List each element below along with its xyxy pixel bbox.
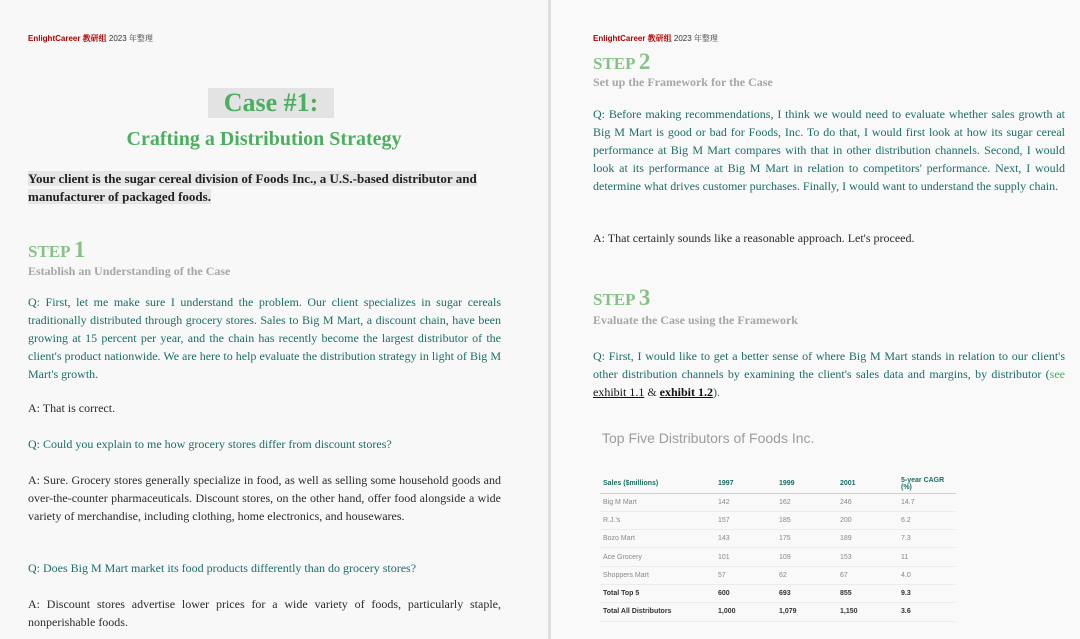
step-3-subtitle: Evaluate the Case using the Framework bbox=[593, 313, 798, 327]
cell-cagr: 4.0 bbox=[898, 566, 956, 584]
table-row bbox=[600, 511, 956, 529]
cell-1999: 185 bbox=[776, 511, 837, 529]
cell-cagr: 3.6 bbox=[898, 603, 956, 621]
table-row bbox=[600, 493, 956, 511]
step-1-heading bbox=[28, 237, 86, 262]
answer-1: A: That is correct. bbox=[28, 401, 116, 415]
cell-1997: 600 bbox=[715, 584, 776, 602]
cell-distributor: Shoppers Mart bbox=[600, 566, 715, 584]
cell-2001: 153 bbox=[837, 548, 898, 566]
cell-1999: 109 bbox=[776, 548, 837, 566]
cell-2001: 200 bbox=[837, 511, 898, 529]
col-header-1997: 1997 bbox=[715, 475, 776, 493]
cell-1997: 157 bbox=[715, 511, 776, 529]
cell-1999: 693 bbox=[776, 584, 837, 602]
cell-1997: 143 bbox=[715, 530, 776, 548]
step-1-number: 1 bbox=[73, 237, 86, 262]
cell-cagr: 6.2 bbox=[898, 511, 956, 529]
step-3-heading bbox=[593, 285, 651, 310]
header-year: 2023 年整理 bbox=[106, 34, 153, 43]
col-header-1999: 1999 bbox=[776, 475, 837, 493]
case-title: Case #1: bbox=[208, 88, 334, 118]
cell-distributor: Total Top 5 bbox=[600, 584, 715, 602]
answer-3: A: Discount stores advertise lower prices for a wide variety of foods, particularly staple, nonperishable foods. bbox=[28, 597, 501, 629]
exhibit-1-2-link[interactable]: exhibit 1.2 bbox=[659, 385, 714, 399]
case-intro bbox=[28, 170, 501, 206]
cell-distributor: R.J.'s bbox=[600, 511, 715, 529]
case-intro-text: Your client is the sugar cereal division of Foods Inc., a U.S.-based distributor and manufacturer of packaged foods. bbox=[28, 171, 477, 204]
col-header-cagr: 5-year CAGR (%) bbox=[898, 475, 956, 493]
page-header-right bbox=[593, 33, 718, 44]
table-header-row bbox=[600, 475, 956, 493]
page-header bbox=[28, 33, 153, 44]
step-2-word: STEP bbox=[593, 54, 635, 73]
table-row bbox=[600, 566, 956, 584]
question-4: Q: Before making recommendations, I think we would need to evaluate whether sales growth at Big M Mart is good or bad for Foods, Inc. To do that, I would first look at how its sugar cereal performance at Big M Mart compares with that in other distribution channels. Second, I would look at its performance at Big M Mart in relation to competitors' performance. Next, I would determine what drives customer purchases. Finally, I would want to understand the supply chain. bbox=[593, 107, 1065, 193]
step-1-subtitle: Establish an Understanding of the Case bbox=[28, 264, 231, 278]
cell-2001: 1,150 bbox=[837, 603, 898, 621]
cell-1997: 142 bbox=[715, 493, 776, 511]
cell-distributor: Ace Grocery bbox=[600, 548, 715, 566]
cell-1999: 175 bbox=[776, 530, 837, 548]
answer-4: A: That certainly sounds like a reasonable approach. Let's proceed. bbox=[593, 231, 915, 245]
table-total-row bbox=[600, 603, 956, 621]
step-3-word: STEP bbox=[593, 290, 635, 309]
header-brand: EnlightCareer 教研组 bbox=[28, 34, 107, 43]
cell-1999: 1,079 bbox=[776, 603, 837, 621]
cell-2001: 855 bbox=[837, 584, 898, 602]
cell-cagr: 11 bbox=[898, 548, 956, 566]
cell-distributor: Total All Distributors bbox=[600, 603, 715, 621]
cell-1997: 1,000 bbox=[715, 603, 776, 621]
cell-1999: 162 bbox=[776, 493, 837, 511]
cell-distributor: Big M Mart bbox=[600, 493, 715, 511]
see-ref: see bbox=[1049, 367, 1065, 381]
case-subtitle: Crafting a Distribution Strategy bbox=[126, 128, 402, 150]
cell-cagr: 7.3 bbox=[898, 530, 956, 548]
cell-2001: 67 bbox=[837, 566, 898, 584]
col-header-2001: 2001 bbox=[837, 475, 898, 493]
answer-2: A: Sure. Grocery stores generally specialize in food, as well as selling some household goods and over-the-counter pharmaceuticals. Discount stores, on the other hand, offer food alongside a wide variety of merchandise, including clothing, home electronics, and housewares. bbox=[28, 473, 501, 523]
cell-1997: 57 bbox=[715, 566, 776, 584]
question-3: Q: Does Big M Mart market its food products differently than do grocery stores? bbox=[28, 561, 417, 575]
table-row bbox=[600, 548, 956, 566]
step-2-number: 2 bbox=[638, 49, 651, 74]
question-5-close: ). bbox=[713, 385, 721, 399]
col-header-sales: Sales ($millions) bbox=[600, 475, 715, 493]
step-2-heading bbox=[593, 49, 651, 74]
header-year-right: 2023 年整理 bbox=[671, 34, 718, 43]
table-total-row bbox=[600, 584, 956, 602]
cell-2001: 246 bbox=[837, 493, 898, 511]
table-row bbox=[600, 530, 956, 548]
right-page bbox=[551, 0, 1080, 639]
question-2: Q: Could you explain to me how grocery stores differ from discount stores? bbox=[28, 437, 392, 451]
cell-distributor: Bozo Mart bbox=[600, 530, 715, 548]
cell-1999: 62 bbox=[776, 566, 837, 584]
cell-1997: 101 bbox=[715, 548, 776, 566]
ampersand: & bbox=[644, 385, 660, 399]
header-brand-right: EnlightCareer 教研组 bbox=[593, 34, 672, 43]
question-1: Q: First, let me make sure I understand the problem. Our client specializes in sugar cereals traditionally distributed through grocery stores. Sales to Big M Mart, a discount chain, have been growing at 15 percent per year, and the chain has recently become the largest distributor of the client's product nationwide. We are here to help evaluate the distribution strategy in light of Big M Mart's growth. bbox=[28, 295, 501, 381]
table-title: Top Five Distributors of Foods Inc. bbox=[602, 430, 815, 446]
step-2-subtitle: Set up the Framework for the Case bbox=[593, 75, 773, 89]
step-3-number: 3 bbox=[638, 285, 651, 310]
cell-cagr: 9.3 bbox=[898, 584, 956, 602]
distributors-table bbox=[600, 475, 956, 622]
cell-cagr: 14.7 bbox=[898, 493, 956, 511]
exhibit-1-1-link[interactable]: exhibit 1.1 bbox=[593, 385, 645, 399]
question-5 bbox=[593, 347, 1065, 401]
step-1-word: STEP bbox=[28, 242, 70, 261]
cell-2001: 189 bbox=[837, 530, 898, 548]
question-5-text: Q: First, I would like to get a better sense of where Big M Mart stands in relation to our client's other distribution channels by examining the client's sales data and margins, by distributor ( bbox=[593, 349, 1065, 381]
